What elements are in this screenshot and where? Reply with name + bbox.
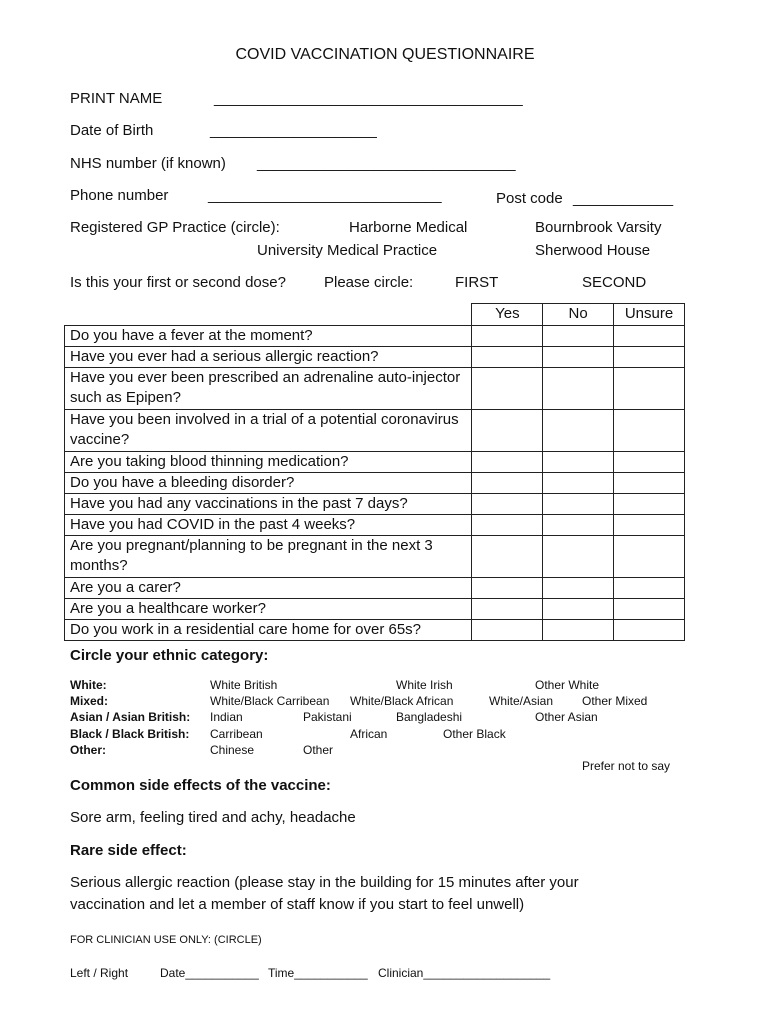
answer-yes-cell[interactable]	[472, 578, 543, 599]
table-row	[65, 515, 685, 536]
rare-side-effect-heading: Rare side effect:	[70, 842, 187, 859]
ethnic-label-other: Other:	[70, 743, 106, 757]
ethnic-option[interactable]: Other Mixed	[582, 694, 648, 708]
gp-option-sherwood[interactable]: Sherwood House	[535, 242, 651, 259]
ethnic-option[interactable]: White/Black African	[350, 694, 454, 708]
answer-no-cell[interactable]	[543, 515, 614, 536]
ethnic-option[interactable]: White/Asian	[489, 694, 554, 708]
answer-no-cell[interactable]	[543, 368, 614, 410]
answer-unsure-cell[interactable]	[614, 536, 685, 578]
clinician-heading: FOR CLINICIAN USE ONLY: (CIRCLE)	[70, 934, 262, 946]
postcode-label: Post code	[496, 190, 563, 207]
rare-side-effect-text-line-1: Serious allergic reaction (please stay in the building for 15 minutes after your	[70, 874, 579, 891]
question-text: Are you a carer?	[65, 578, 472, 599]
question-text: Have you been involved in a trial of a potential coronavirus vaccine?	[65, 410, 472, 452]
answer-unsure-cell[interactable]	[614, 368, 685, 410]
common-side-effects-heading: Common side effects of the vaccine:	[70, 777, 331, 794]
phone-field[interactable]: ____________________________	[208, 187, 442, 204]
ethnic-option[interactable]: Other	[303, 743, 334, 757]
question-text: Have you ever had a serious allergic reaction?	[65, 347, 472, 368]
answer-unsure-cell[interactable]	[614, 620, 685, 641]
table-row	[65, 452, 685, 473]
table-row	[65, 473, 685, 494]
answer-yes-cell[interactable]	[472, 515, 543, 536]
ethnic-label-asian: Asian / Asian British:	[70, 710, 191, 724]
answer-yes-cell[interactable]	[472, 347, 543, 368]
answer-no-cell[interactable]	[543, 410, 614, 452]
question-text: Have you had COVID in the past 4 weeks?	[65, 515, 472, 536]
clinician-side-option[interactable]: Left / Right	[70, 966, 129, 980]
answer-unsure-cell[interactable]	[614, 515, 685, 536]
ethnic-option[interactable]: Other Black	[443, 727, 506, 741]
nhs-field[interactable]: _______________________________	[257, 155, 516, 172]
page-title: COVID VACCINATION QUESTIONNAIRE	[235, 46, 535, 63]
table-row	[65, 536, 685, 578]
common-side-effects-text: Sore arm, feeling tired and achy, headache	[70, 809, 356, 826]
answer-no-cell[interactable]	[543, 347, 614, 368]
gp-option-bournbrook[interactable]: Bournbrook Varsity	[535, 219, 662, 236]
ethnic-label-mixed: Mixed:	[70, 694, 109, 708]
ethnic-option[interactable]: White British	[210, 678, 278, 692]
dose-prompt: Please circle:	[324, 274, 414, 291]
dose-option-first[interactable]: FIRST	[455, 274, 499, 291]
answer-yes-cell[interactable]	[472, 599, 543, 620]
ethnic-heading: Circle your ethnic category:	[70, 647, 269, 664]
table-row	[65, 410, 685, 452]
answer-unsure-cell[interactable]	[614, 452, 685, 473]
table-row	[65, 368, 685, 410]
answer-unsure-cell[interactable]	[614, 326, 685, 347]
ethnic-option[interactable]: African	[350, 727, 388, 741]
print-name-label: PRINT NAME	[70, 90, 163, 107]
answer-yes-cell[interactable]	[472, 368, 543, 410]
answer-unsure-cell[interactable]	[614, 347, 685, 368]
ethnic-option[interactable]: White/Black Carribean	[210, 694, 330, 708]
ethnic-option[interactable]: Indian	[210, 710, 243, 724]
table-row	[65, 326, 685, 347]
dose-option-second[interactable]: SECOND	[582, 274, 647, 291]
ethnic-label-black: Black / Black British:	[70, 727, 190, 741]
answer-unsure-cell[interactable]	[614, 599, 685, 620]
question-text: Do you have a fever at the moment?	[65, 326, 472, 347]
gp-option-harborne[interactable]: Harborne Medical	[349, 219, 468, 236]
answer-yes-cell[interactable]	[472, 410, 543, 452]
column-unsure: Unsure	[614, 304, 685, 326]
ethnic-option[interactable]: Chinese	[210, 743, 255, 757]
answer-unsure-cell[interactable]	[614, 578, 685, 599]
health-questionnaire-table	[64, 303, 685, 641]
dob-field[interactable]: ____________________	[210, 122, 377, 139]
question-text: Are you a healthcare worker?	[65, 599, 472, 620]
answer-no-cell[interactable]	[543, 452, 614, 473]
ethnic-label-white: White:	[70, 678, 107, 692]
column-yes: Yes	[472, 304, 543, 326]
answer-no-cell[interactable]	[543, 494, 614, 515]
question-text: Do you work in a residential care home for over 65s?	[65, 620, 472, 641]
phone-label: Phone number	[70, 187, 169, 204]
table-row	[65, 599, 685, 620]
question-text: Are you pregnant/planning to be pregnant in the next 3 months?	[65, 536, 472, 578]
table-row	[65, 578, 685, 599]
ethnic-option-prefer-not[interactable]: Prefer not to say	[582, 759, 671, 773]
clinician-time-field[interactable]: Time___________	[268, 966, 368, 980]
gp-label: Registered GP Practice (circle):	[70, 219, 280, 236]
answer-no-cell[interactable]	[543, 599, 614, 620]
clinician-date-field[interactable]: Date___________	[160, 966, 259, 980]
question-text: Are you taking blood thinning medication?	[65, 452, 472, 473]
answer-yes-cell[interactable]	[472, 620, 543, 641]
ethnic-option[interactable]: Bangladeshi	[396, 710, 463, 724]
answer-yes-cell[interactable]	[472, 473, 543, 494]
column-no: No	[543, 304, 614, 326]
question-text: Have you ever been prescribed an adrenaline auto-injector such as Epipen?	[65, 368, 472, 410]
answer-no-cell[interactable]	[543, 326, 614, 347]
dob-label: Date of Birth	[70, 122, 154, 139]
ethnic-option[interactable]: Other White	[535, 678, 600, 692]
nhs-label: NHS number (if known)	[70, 155, 226, 172]
answer-unsure-cell[interactable]	[614, 494, 685, 515]
answer-unsure-cell[interactable]	[614, 473, 685, 494]
answer-yes-cell[interactable]	[472, 536, 543, 578]
gp-option-university[interactable]: University Medical Practice	[257, 242, 438, 259]
rare-side-effect-text-line-2: vaccination and let a member of staff know if you start to feel unwell)	[70, 896, 525, 913]
print-name-field[interactable]: _____________________________________	[214, 90, 523, 107]
table-header-row	[65, 304, 685, 326]
answer-no-cell[interactable]	[543, 620, 614, 641]
ethnic-option[interactable]: Other Asian	[535, 710, 598, 724]
answer-no-cell[interactable]	[543, 578, 614, 599]
question-text: Do you have a bleeding disorder?	[65, 473, 472, 494]
answer-yes-cell[interactable]	[472, 452, 543, 473]
dose-question: Is this your first or second dose?	[70, 274, 286, 291]
clinician-name-field[interactable]: Clinician___________________	[378, 966, 551, 980]
table-row	[65, 494, 685, 515]
table-row	[65, 620, 685, 641]
table-row	[65, 347, 685, 368]
question-text: Have you had any vaccinations in the past 7 days?	[65, 494, 472, 515]
ethnic-option[interactable]: Pakistani	[303, 710, 352, 724]
answer-unsure-cell[interactable]	[614, 410, 685, 452]
answer-no-cell[interactable]	[543, 473, 614, 494]
answer-yes-cell[interactable]	[472, 326, 543, 347]
ethnic-option[interactable]: Carribean	[210, 727, 263, 741]
answer-yes-cell[interactable]	[472, 494, 543, 515]
ethnic-option[interactable]: White Irish	[396, 678, 453, 692]
postcode-field[interactable]: ____________	[573, 190, 674, 207]
answer-no-cell[interactable]	[543, 536, 614, 578]
